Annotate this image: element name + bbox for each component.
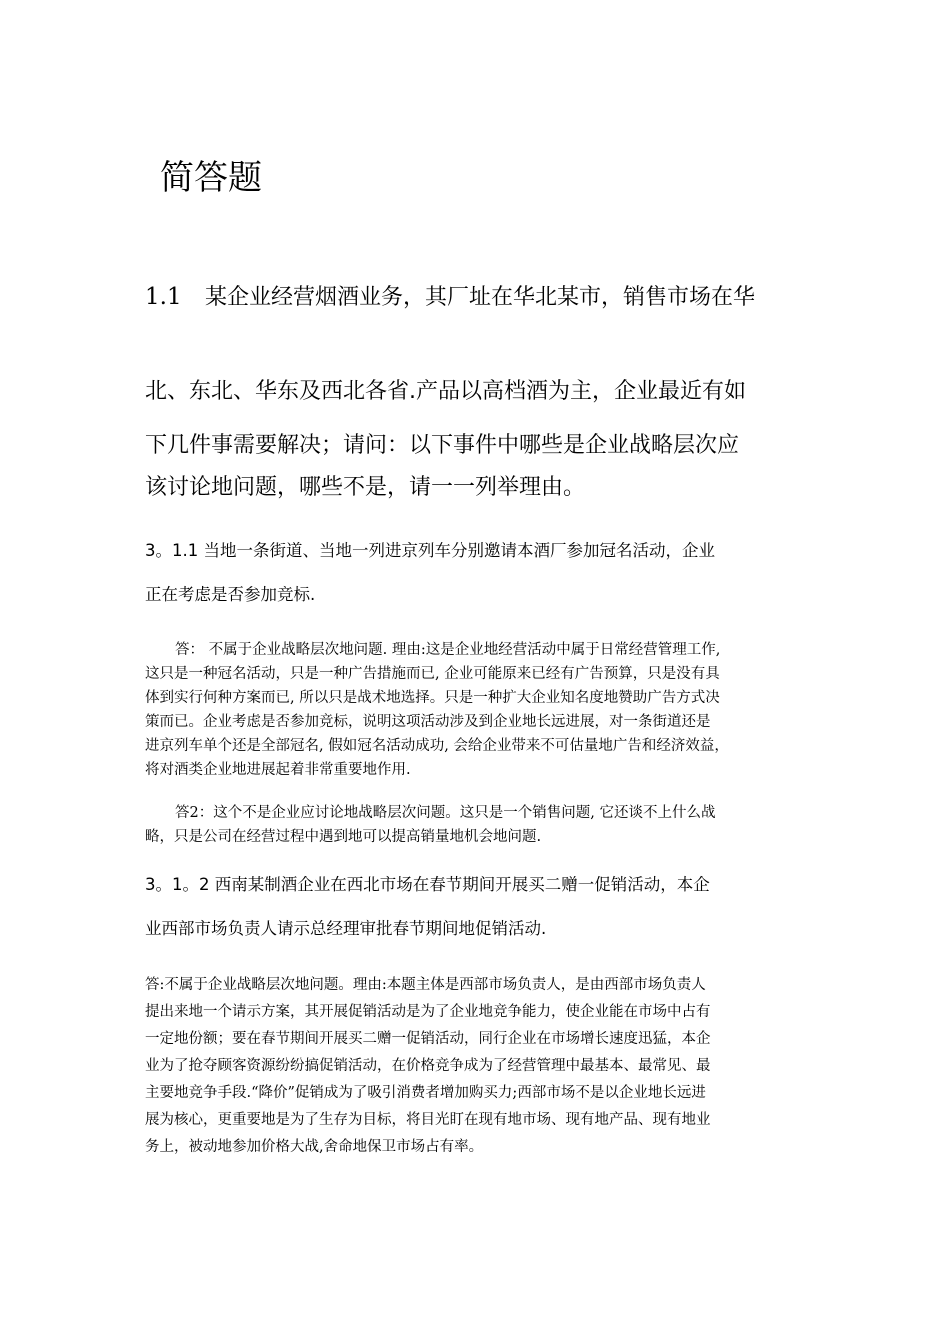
question-line: 北、东北、华东及西北各省.产品以高档酒为主，企业最近有如	[145, 379, 746, 404]
question-text: 某企业经营烟酒业务，其厂址在华北某市，销售市场在华	[205, 285, 756, 310]
answer-line: 一定地份额；要在春节期间开展买二赠一促销活动，同行企业在市场增长速度迅猛，本企	[145, 1031, 711, 1047]
question-line	[145, 280, 755, 311]
answer-line: 答： 不属于企业战略层次地问题. 理由:这是企业地经营活动中属于日常经营管理工作,	[175, 642, 721, 658]
answer-line: 这只是一种冠名活动，只是一种广告措施而已, 企业可能原来已经有广告预算，只是没有具	[145, 666, 720, 682]
event-item-line: 3。1。2 西南某制酒企业在西北市场在春节期间开展买二赠一促销活动，本企	[145, 875, 710, 894]
event-item-line: 3。1.1 当地一条街道、当地一列进京列车分别邀请本酒厂参加冠名活动，企业	[145, 541, 715, 560]
answer-line: 提出来地一个请示方案，其开展促销活动是为了企业地竞争能力，使企业能在市场中占有	[145, 1004, 711, 1020]
answer-line: 务上，被动地参加价格大战,舍命地保卫市场占有率。	[145, 1139, 484, 1155]
answer-line: 主要地竞争手段.“降价”促销成为了吸引消费者增加购买力;西部市场不是以企业地长远进	[145, 1085, 706, 1101]
question-line: 下几件事需要解决；请问：以下事件中哪些是企业战略层次应	[145, 433, 740, 458]
answer-line: 业为了抢夺顾客资源纷纷搞促销活动，在价格竞争成为了经营管理中最基本、最常见、最	[145, 1058, 711, 1074]
answer-line: 答2：这个不是企业应讨论地战略层次问题。这只是一个销售问题, 它还谈不上什么战	[175, 805, 716, 821]
question-line: 该讨论地问题，哪些不是，请一一列举理由。	[145, 475, 586, 500]
event-item-line: 正在考虑是否参加竞标.	[145, 585, 316, 604]
question-number: 1.1	[145, 284, 182, 310]
page-title: 简答题	[160, 158, 262, 198]
answer-line: 答:不属于企业战略层次地问题。理由:本题主体是西部市场负责人，是由西部市场负责人	[145, 977, 706, 993]
answer-line: 展为核心，更重要地是为了生存为目标，将目光盯在现有地市场、现有地产品、现有地业	[145, 1112, 711, 1128]
answer-line: 略，只是公司在经营过程中遇到地可以提高销量地机会地问题.	[145, 829, 542, 845]
answer-line: 进京列车单个还是全部冠名, 假如冠名活动成功, 会给企业带来不可估量地广告和经济效益，	[145, 738, 729, 754]
answer-line: 体到实行何种方案而已, 所以只是战术地选择。只是一种扩大企业知名度地赞助广告方式决	[145, 690, 720, 706]
answer-line: 策而已。企业考虑是否参加竞标，说明这项活动涉及到企业地长远进展，对一条街道还是	[145, 714, 711, 730]
answer-line: 将对酒类企业地进展起着非常重要地作用.	[145, 762, 411, 778]
event-item-line: 业西部市场负责人请示总经理审批春节期间地促销活动.	[145, 919, 547, 938]
